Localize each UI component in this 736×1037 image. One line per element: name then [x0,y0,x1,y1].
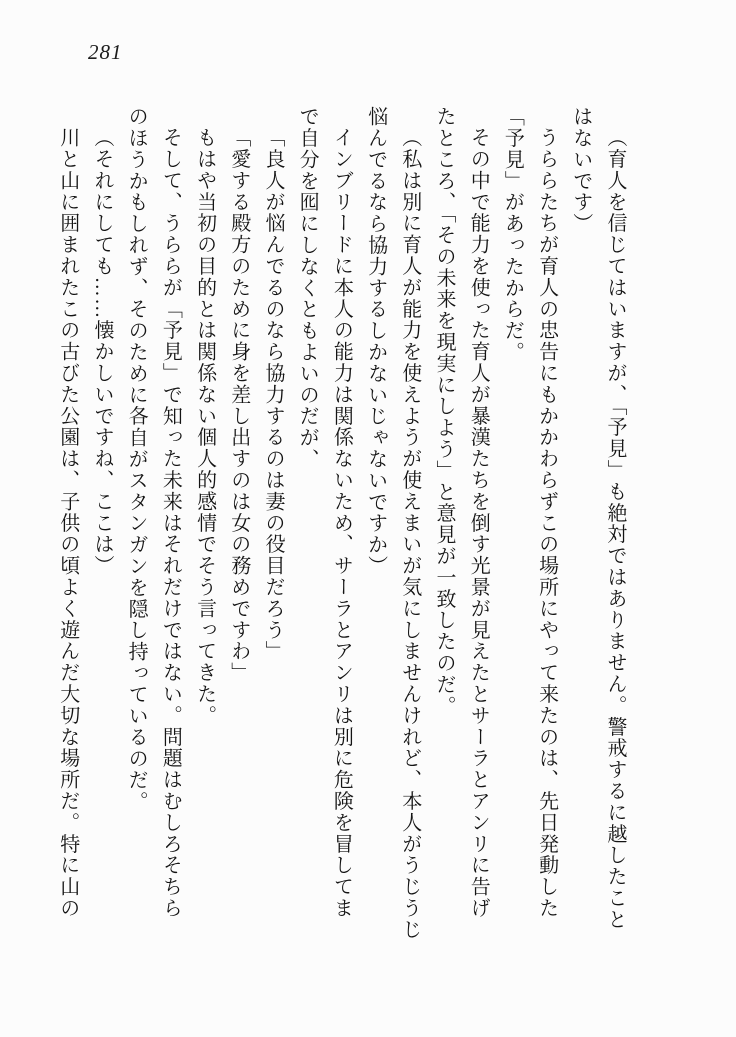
text-column: で自分を囮にしなくともよいのだが、 [296,106,319,470]
text-column: （それにしても……懐かしいですね、ここは） [90,127,113,577]
text-column: その中で能力を使った育人が暴漢たちを倒す光景が見えたとサーラとアンリに告げ [467,127,490,920]
text-column: はないです） [569,106,592,235]
text-column: うららたちが育人の忠告にもかかわらずこの場所にやって来たのは、先日発動した [535,127,558,920]
text-column: もはや当初の目的とは関係ない個人的感情でそう言ってきた。 [193,127,216,727]
text-column: インブリードに本人の能力は関係ないため、サーラとアンリは別に危険を冒してま [330,127,353,920]
text-block [50,106,632,942]
text-column: のほうかもしれず、そのために各自がスタンガンを隠し持っているのだ。 [125,106,148,813]
text-column: たところ、「その未来を現実にしよう」と意見が一致したのだ。 [432,106,455,717]
text-column: 「愛する殿方のために身を差し出すのは女の務めですわ」 [227,127,250,684]
text-column: そして、うららが「予見」で知った未来はそれだけではない。問題はむしろそちら [159,127,182,920]
text-column: 「予見」があったからだ。 [501,106,524,363]
text-column: 悩んでるなら協力するしかないじゃないですか） [364,106,387,577]
text-column: 「良人が悩んでるのなら協力するのは妻の役目だろう」 [261,127,284,663]
text-column: （育人を信じてはいますが、「予見」も絶対ではありません。警戒するに越したこと [604,127,626,931]
page-number: 281 [88,40,123,64]
text-column: （私は別に育人が能力を使えようが使えまいが気にしませんけれど、本人がうじうじ [398,127,421,941]
text-column: 川と山に囲まれたこの古びた公園は、子供の頃よく遊んだ大切な場所だ。特に山の [56,127,79,920]
